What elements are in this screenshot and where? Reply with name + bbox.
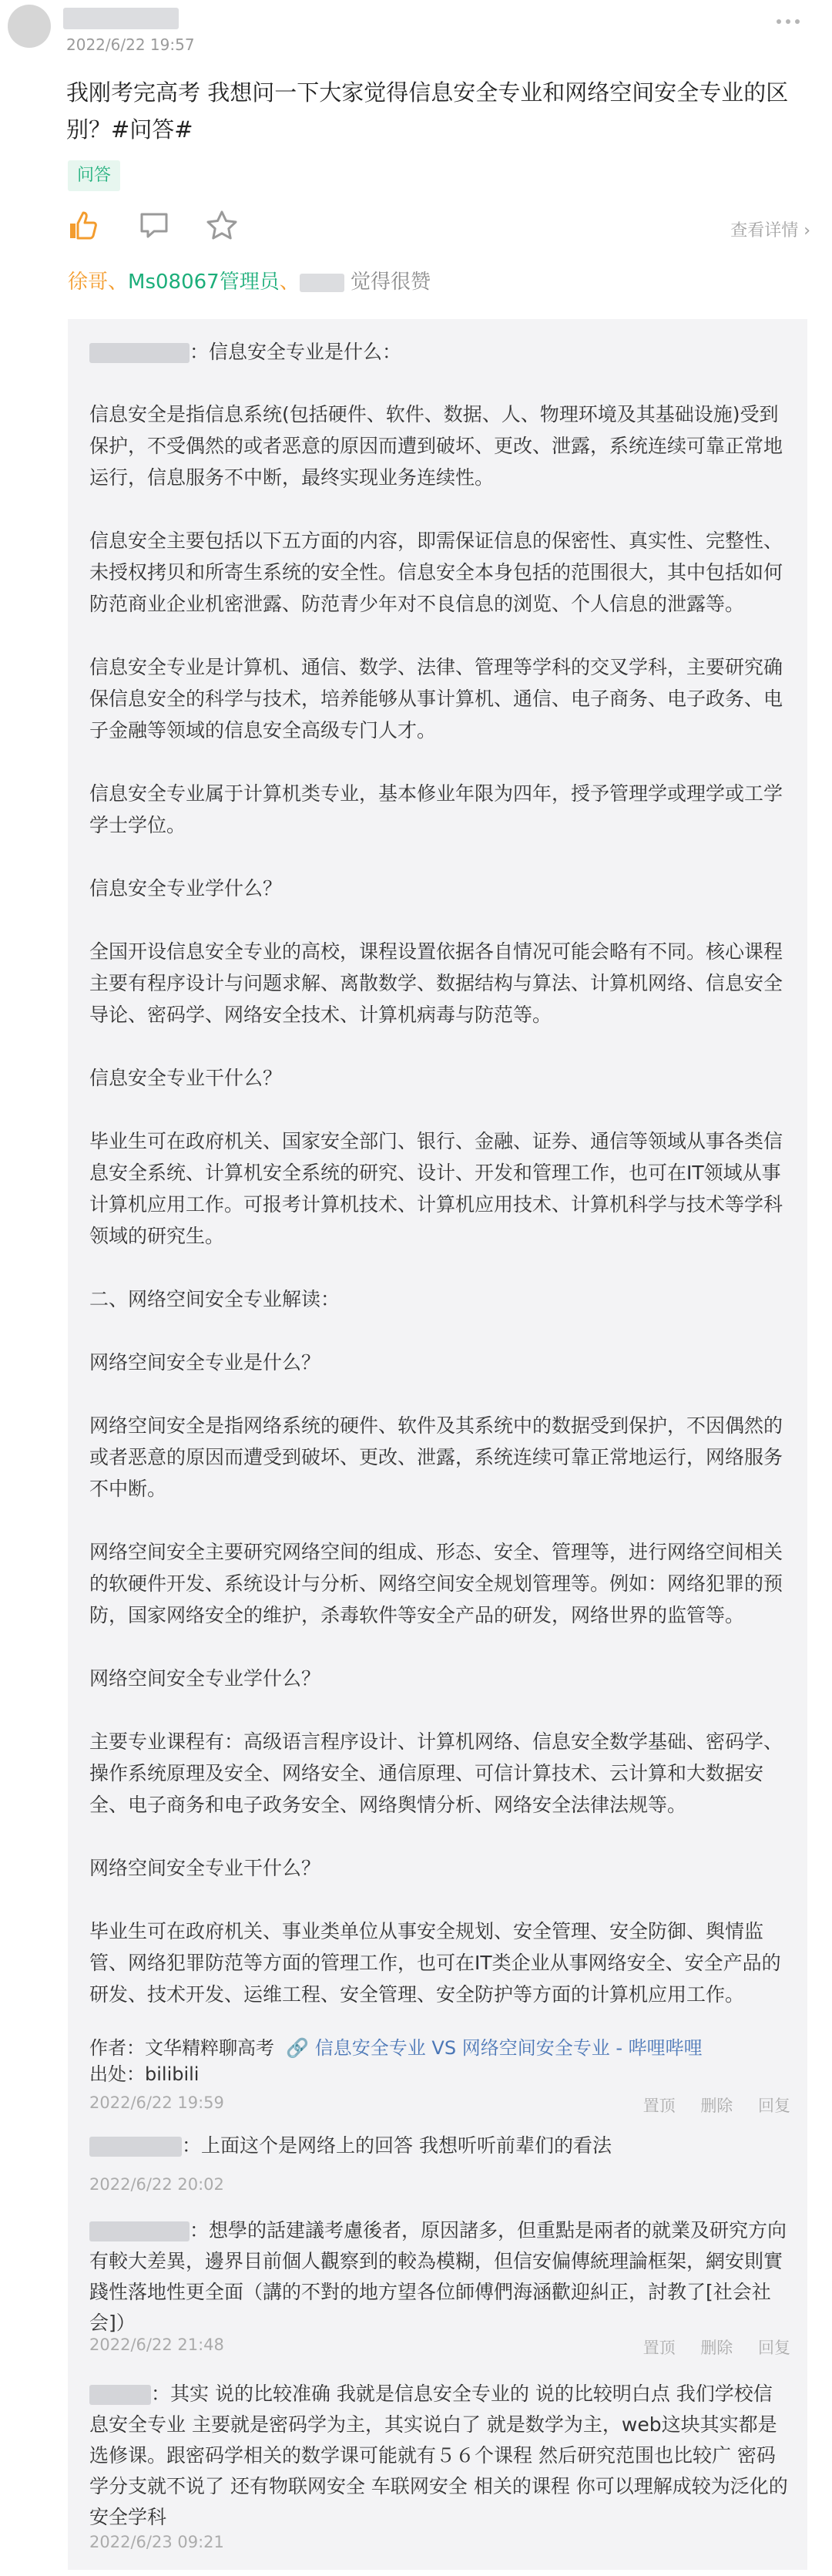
liker-3-blurred[interactable]: [300, 274, 344, 292]
comment-time: 2022/6/22 20:02: [89, 2175, 224, 2194]
comment-3: ：想學的話建議考慮後者，原因諸多，但重點是兩者的就業及研究方向有較大差異，邊界目前個人觀察到的較為模糊，但信安偏傳統理論框架，網安則實踐性落地性更全面（講的不對的地方望各位師傅們海涵歡迎糾正，討教了[社会社会]）: [89, 2219, 787, 2334]
star-icon: [205, 208, 239, 242]
source-link[interactable]: 信息安全专业 VS 网络空间安全专业 - 哔哩哔哩: [314, 2037, 703, 2059]
comment-paragraph: 网络空间安全是指网络系统的硬件、软件及其系统中的数据受到保护，不因偶然的或者恶意的原因而遭受到破坏、更改、泄露，系统连续可靠正常地运行，网络服务不中断。: [89, 1414, 783, 1500]
favorite-button[interactable]: [205, 208, 243, 247]
thumbs-up-icon: [66, 208, 100, 242]
comment-4-meta: [89, 2533, 790, 2556]
pin-button[interactable]: 置顶: [642, 2097, 676, 2115]
commenter-name-blurred[interactable]: [89, 2137, 182, 2157]
comment-1-source: [89, 2035, 790, 2087]
post-body: 我刚考完高考 我想问一下大家觉得信息安全专业和网络空间安全专业的区别？#问答#: [66, 79, 789, 143]
pin-button[interactable]: 置顶: [642, 2339, 676, 2357]
comment-paragraph: 信息安全专业学什么？: [89, 877, 283, 900]
comment-paragraph: 网络空间安全专业干什么？: [89, 1857, 321, 1879]
liker-1[interactable]: 徐哥: [68, 271, 109, 294]
view-details-link[interactable]: 查看详情 ›: [730, 221, 810, 240]
post-header: [0, 0, 832, 62]
comment-paragraph: 信息安全专业是计算机、通信、数学、法律、管理等学科的交叉学科，主要研究确保信息安全的科学与技术，培养能够从事计算机、通信、电子商务、电子政务、电子金融等领域的信息安全高级专门人才。: [89, 656, 783, 742]
comment-icon: [137, 208, 171, 242]
link-icon: 🔗: [280, 2037, 315, 2059]
comment-paragraph: 毕业生可在政府机关、国家安全部门、银行、金融、证券、通信等领域从事各类信息安全系统、计算机安全系统的研究、设计、开发和管理工作，也可在IT领域从事计算机应用工作。可报考计算机技术、计算机应用技术、计算机科学与技术等学科领域的研究生。: [89, 1130, 783, 1247]
comment-button[interactable]: [137, 208, 176, 247]
comment-paragraph: 网络空间安全专业学什么？: [89, 1667, 321, 1690]
commenter-name-blurred[interactable]: [89, 2221, 190, 2241]
like-button[interactable]: [66, 208, 105, 247]
comment-4: ：其实 说的比较准确 我就是信息安全专业的 说的比较明白点 我们学校信息安全专业 主要就是密码学为主，其实说白了 就是数学为主，web这块其实都是选修课。跟密码学相关的数学课可能就有５６个课程 然后研究范围也比较广 密码学分支就不说了 还有物联网安全 车联网安全 相关的课程 你可以理解成较为泛化的安全学科: [89, 2383, 788, 2528]
post-actions: [66, 208, 821, 254]
comment-paragraph: 网络空间安全专业是什么？: [89, 1351, 321, 1374]
comment-time: 2022/6/22 21:48: [89, 2336, 224, 2354]
comment-1-meta: [89, 2093, 790, 2117]
comment-2: ：上面这个是网络上的回答 我想听听前辈们的看法: [89, 2130, 790, 2161]
topic-tag[interactable]: 问答: [68, 160, 120, 191]
comment-2-meta: [89, 2175, 790, 2198]
post-date: 2022/6/22 19:57: [66, 35, 195, 54]
likes-line: 徐哥、Ms08067管理员、 觉得很赞: [68, 271, 431, 294]
more-options-icon[interactable]: [777, 14, 807, 29]
likes-suffix: 觉得很赞: [351, 271, 431, 294]
avatar[interactable]: [8, 5, 51, 48]
comment-paragraph: 二、网络空间安全专业解读：: [89, 1288, 341, 1310]
comment-time: 2022/6/22 19:59: [89, 2093, 224, 2112]
comment-1: ：信息安全专业是什么： 信息安全是指信息系统(包括硬件、软件、数据、人、物理环境及其基础设施)受到保护，不受偶然的或者恶意的原因而遭到破坏、更改、泄露，系统连续可靠正常地运行，信息服务不中断，最终实现业务连续性。 信息安全主要包括以下五方面的内容，即需保证信息的保密性、真实性、完整性、未授权拷贝和所寄生系统的安全性。信息安全本身包括的范围很大，其中包括如何防范商业企业机密泄露、防范青少年对不良信息的浏览、个人信息的泄露等。 信息安全专业是计算机、通信、数学、法律、管理等学科的交叉学科，主要研究确保信息安全的科学与技术，培养能够从事计算机、通信、电子商务、电子政务、电子金融等领域的信息安全高级专门人才。 信息安全专业属于计算机类专业，基本修业年限为四年，授予管理学或理学或工学学士学位。 信息安全专业学什么？ 全国开设信息安全专业的高校，课程设置依据各自情况可能会略有不同。核心课程主要有程序设计与问题求解、离散数学、数据结构与算法、计算机网络、信息安全导论、密码学、网络安全技术、计算机病毒与防范等。 信息安全专业干什么？ 毕业生可在政府机关、国家安全部门、银行、金融、证券、通信等领域从事各类信息安全系统、计算机安全系统的研究、设计、开发和管理工作，也可在IT领域从事计算机应用工作。可报考计算机技术、计算机应用技术、计算机科学与技术等学科领域的研究生。 二、网络空间安全专业解读： 网络空间安全专业是什么？ 网络空间安全是指网络系统的硬件、软件及其系统中的数据受到保护，不因偶然的或者恶意的原因而遭受到破坏、更改、泄露，系统连续可靠正常地运行，网络服务不中断。 网络空间安全主要研究网络空间的组成、形态、安全、管理等，进行网络空间相关的软硬件开发、系统设计与分析、网络空间安全规划管理等。例如：网络犯罪的预防，国家网络安全的维护，杀毒软件等安全产品的研发，网络世界的监管等。 网络空间安全专业学什么？ 主要专业课程有：高级语言程序设计、计算机网络、信息安全数学基础、密码学、操作系统原理及安全、网络安全、通信原理、可信计算技术、云计算和大数据安全、电子商务和电子政务安全、网络舆情分析、网络安全法律法规等。 网络空间安全专业干什么？ 毕业生可在政府机关、事业类单位从事安全规划、安全管理、安全防御、舆情监管、网络犯罪防范等方面的管理工作，也可在IT类企业从事网络安全、安全产品的研发、技术开发、运维工程、安全管理、安全防护等方面的计算机应用工作。: [89, 336, 790, 2010]
delete-button[interactable]: 删除: [700, 2097, 733, 2115]
comment-paragraph: 信息安全专业属于计算机类专业，基本修业年限为四年，授予管理学或理学或工学学士学位。: [89, 782, 783, 836]
delete-button[interactable]: 删除: [700, 2339, 733, 2357]
reply-button[interactable]: 回复: [758, 2339, 790, 2357]
comment-paragraph: 毕业生可在政府机关、事业类单位从事安全规划、安全管理、安全防御、舆情监管、网络犯罪防范等方面的管理工作，也可在IT类企业从事网络安全、安全产品的研发、技术开发、运维工程、安全管理、安全防护等方面的计算机应用工作。: [89, 1920, 781, 2006]
comment-paragraph: 全国开设信息安全专业的高校，课程设置依据各自情况可能会略有不同。核心课程主要有程序设计与问题求解、离散数学、数据结构与算法、计算机网络、信息安全导论、密码学、网络安全技术、计算机病毒与防范等。: [89, 940, 783, 1026]
comment-time: 2022/6/23 09:21: [89, 2533, 224, 2551]
comment-paragraph: 信息安全是指信息系统(包括硬件、软件、数据、人、物理环境及其基础设施)受到保护，不受偶然的或者恶意的原因而遭到破坏、更改、泄露，系统连续可靠正常地运行，信息服务不中断，最终实现业务连续性。: [89, 403, 783, 489]
comment-paragraph: 网络空间安全主要研究网络空间的组成、形态、安全、管理等，进行网络空间相关的软硬件开发、系统设计与分析、网络空间安全规划管理等。例如：网络犯罪的预防，国家网络安全的维护，杀毒软件等安全产品的研发，网络世界的监管等。: [89, 1541, 783, 1626]
comments-section: [68, 319, 807, 2570]
author-name-blurred[interactable]: [63, 8, 179, 29]
comment-3-meta: [89, 2336, 790, 2359]
comment-paragraph: 主要专业课程有：高级语言程序设计、计算机网络、信息安全数学基础、密码学、操作系统原理及安全、网络安全、通信原理、可信计算技术、云计算和大数据安全、电子商务和电子政务安全、网络舆情分析、网络安全法律法规等。: [89, 1730, 783, 1816]
comment-paragraph: 信息安全主要包括以下五方面的内容，即需保证信息的保密性、真实性、完整性、未授权拷贝和所寄生系统的安全性。信息安全本身包括的范围很大，其中包括如何防范商业企业机密泄露、防范青少年对不良信息的浏览、个人信息的泄露等。: [89, 530, 783, 615]
comment-paragraph: 信息安全专业干什么？: [89, 1067, 283, 1089]
liker-2[interactable]: Ms08067管理员: [128, 271, 280, 294]
source-author: 作者：文华精粹聊高考: [89, 2037, 274, 2059]
commenter-name-blurred[interactable]: [89, 2385, 151, 2405]
commenter-name-blurred[interactable]: [89, 343, 190, 363]
reply-button[interactable]: 回复: [758, 2097, 790, 2115]
source-origin: 出处：bilibili: [89, 2063, 200, 2085]
